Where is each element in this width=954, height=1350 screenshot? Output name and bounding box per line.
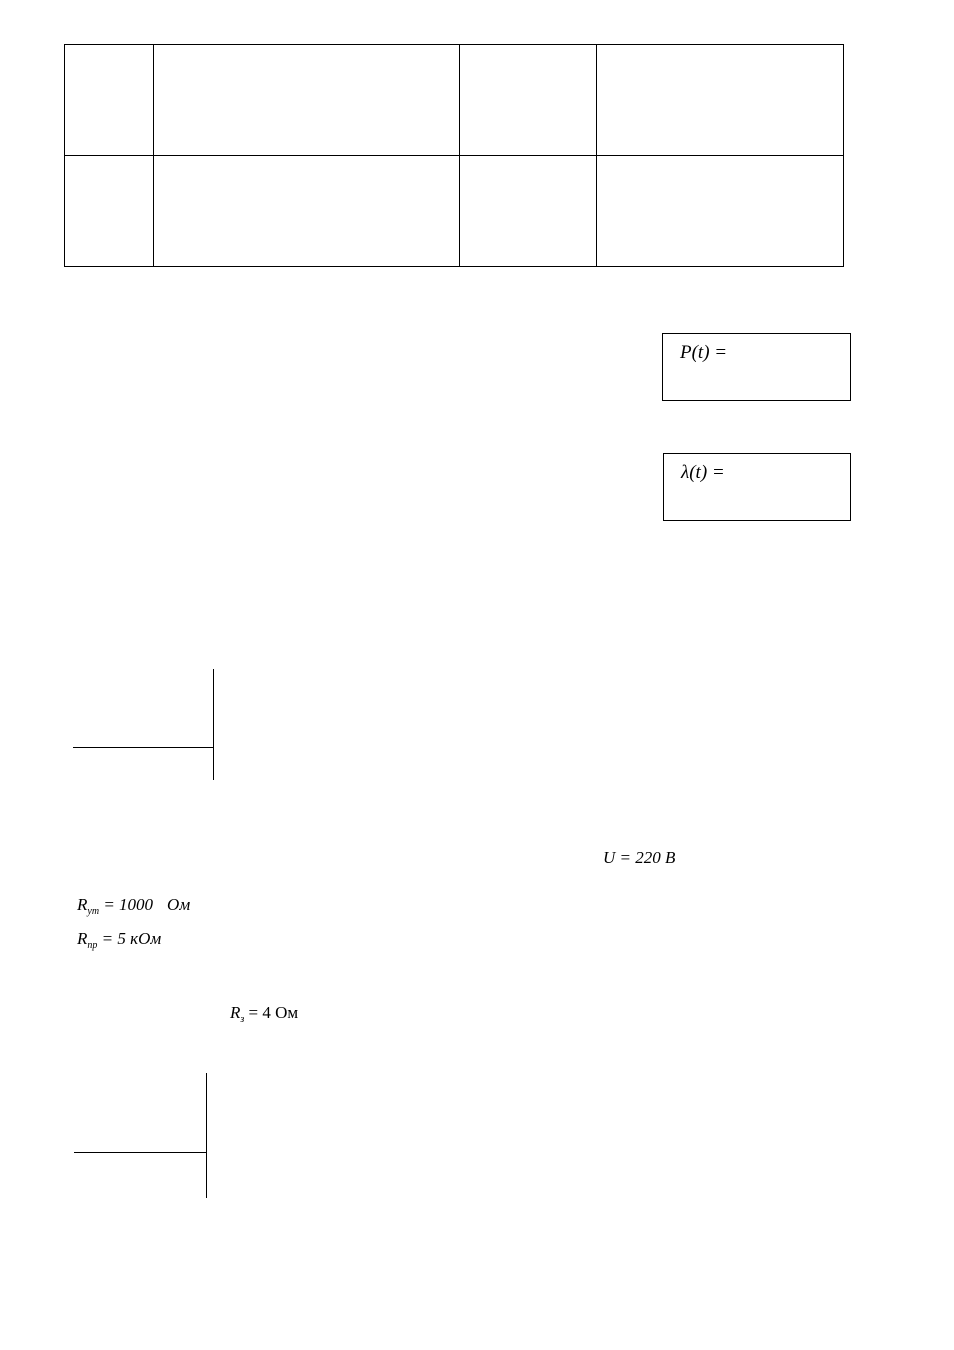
table-cell	[460, 45, 597, 156]
reliability-formula: P(t) =	[680, 342, 728, 363]
voltage-operator: =	[619, 848, 632, 867]
table-cell	[597, 45, 844, 156]
transition-resistance-operator: =	[101, 929, 114, 948]
ground-resistance-number: 4 Ом	[262, 1003, 299, 1022]
bracket-vertical-line-2	[206, 1073, 207, 1198]
table-cell	[460, 156, 597, 267]
table-row	[65, 156, 844, 267]
table-row	[65, 45, 844, 156]
leak-resistance-unit: Ом	[167, 895, 191, 914]
leak-resistance-subscript: ут	[87, 906, 100, 917]
table-cell	[154, 45, 460, 156]
ground-resistance-value	[230, 1003, 298, 1025]
bracket-horizontal-line-2	[74, 1152, 207, 1153]
failure-rate-formula-box	[663, 453, 851, 521]
leak-resistance-value	[77, 895, 190, 917]
ground-resistance-operator: =	[248, 1003, 259, 1022]
failure-rate-formula: λ(t) =	[681, 462, 725, 483]
bracket-vertical-line	[213, 669, 214, 780]
transition-resistance-symbol: R	[77, 929, 88, 948]
table-cell	[65, 156, 154, 267]
ground-resistance-subscript: з	[240, 1014, 245, 1025]
table-cell	[65, 45, 154, 156]
table-cell	[154, 156, 460, 267]
voltage-symbol: U	[603, 848, 616, 867]
transition-resistance-number: 5 кОм	[117, 929, 162, 948]
reliability-formula-box	[662, 333, 851, 401]
transition-resistance-value	[77, 929, 161, 951]
table-cell	[597, 156, 844, 267]
leak-resistance-number: 1000	[119, 895, 154, 914]
leak-resistance-symbol: R	[77, 895, 88, 914]
bracket-horizontal-line	[73, 747, 214, 748]
leak-resistance-operator: =	[103, 895, 115, 914]
ground-resistance-symbol: R	[230, 1003, 241, 1022]
transition-resistance-subscript: пр	[87, 940, 98, 951]
voltage-value	[603, 848, 675, 868]
voltage-number: 220 В	[635, 848, 676, 867]
data-table	[64, 44, 844, 267]
